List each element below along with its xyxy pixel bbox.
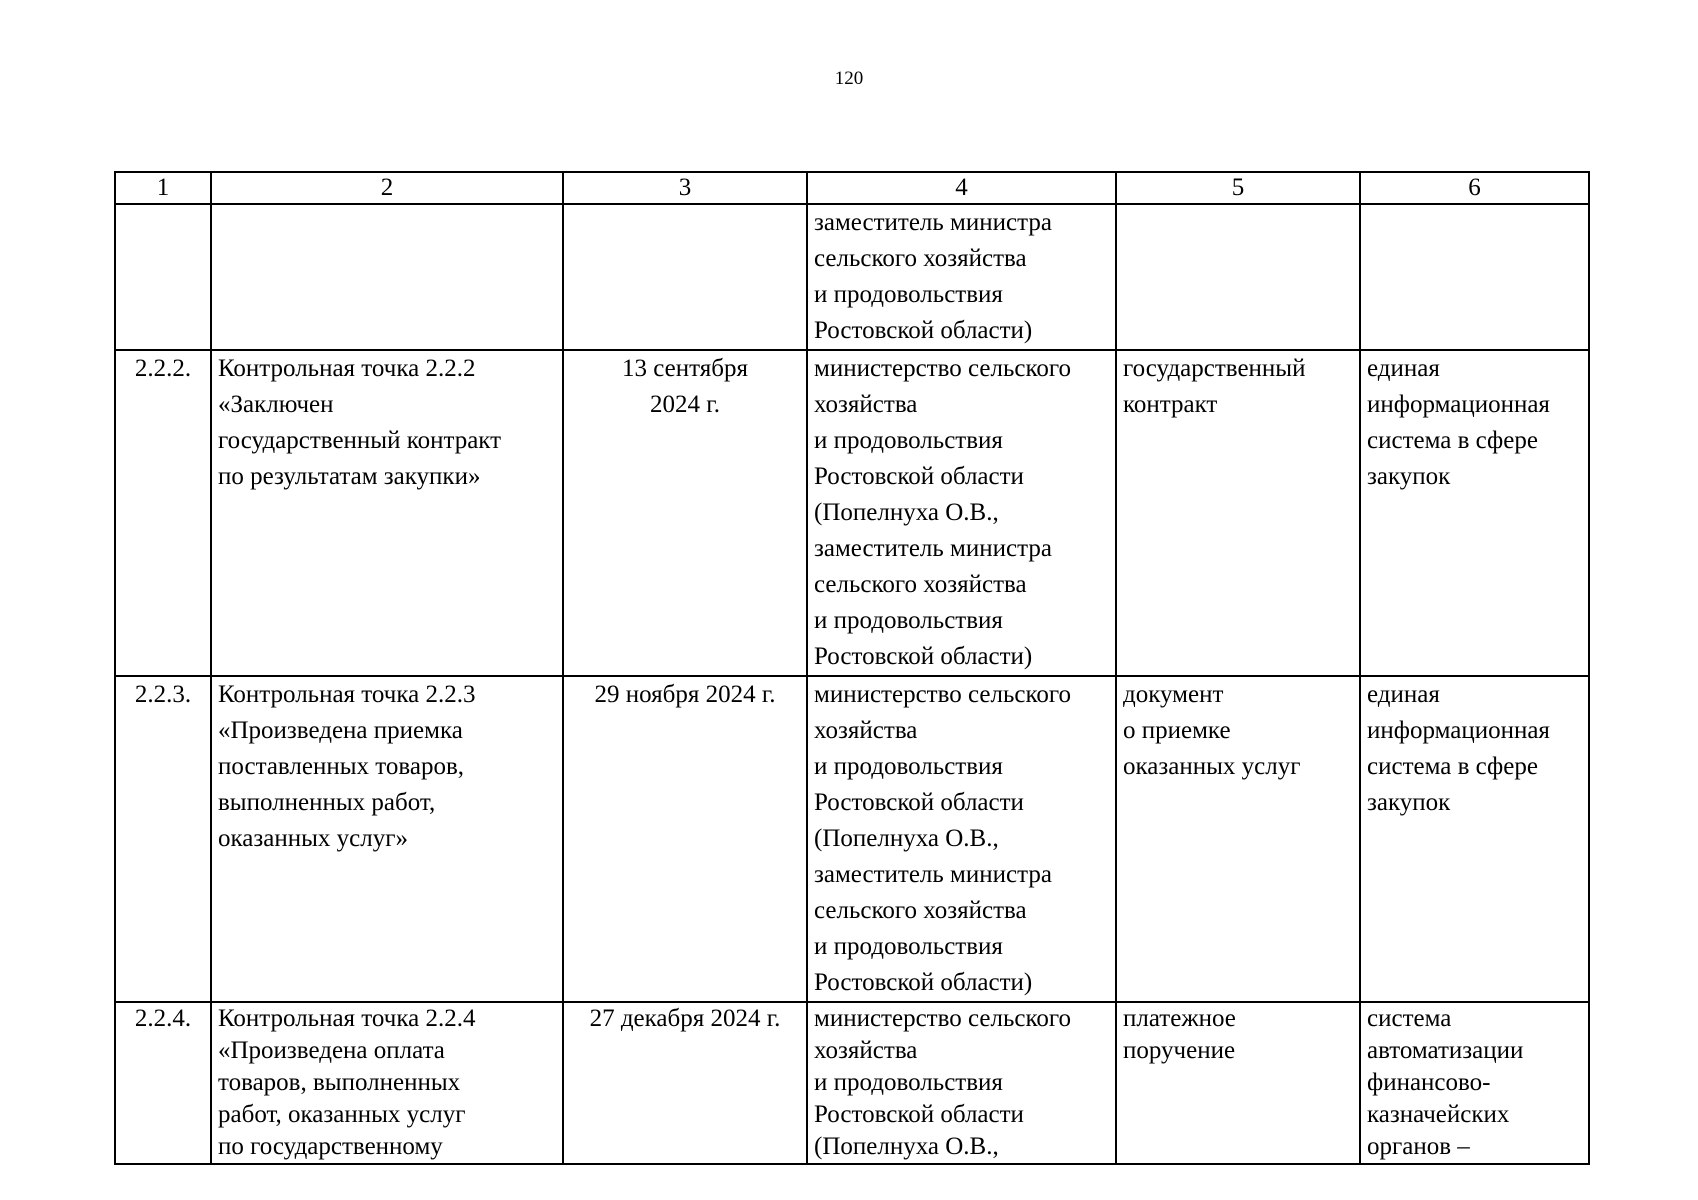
control-point-name-cell: Контрольная точка 2.2.3 «Произведена приемка поставленных товаров, выполненных работ, оказанных услуг» (211, 676, 563, 1002)
row-number-cell: 2.2.4. (115, 1002, 211, 1164)
column-header: 5 (1116, 172, 1360, 204)
table-row (115, 1002, 1589, 1164)
column-header: 1 (115, 172, 211, 204)
document-cell: документ о приемке оказанных услуг (1116, 676, 1360, 1002)
table-header-row (115, 172, 1589, 204)
table-row (115, 676, 1589, 1002)
page-number: 120 (834, 68, 864, 89)
responsible-cell: заместитель министра сельского хозяйства и продовольствия Ростовской области) (807, 204, 1116, 350)
control-points-table (114, 171, 1590, 1165)
information-system-cell: единая информационная система в сфере закупок (1360, 350, 1589, 676)
column-header: 6 (1360, 172, 1589, 204)
control-point-name-cell (211, 204, 563, 350)
responsible-cell: министерство сельского хозяйства и продовольствия Ростовской области (Попелнуха О.В., заместитель министра сельского хозяйства и продовольствия Ростовской области) (807, 676, 1116, 1002)
date-cell: 13 сентября 2024 г. (563, 350, 807, 676)
column-header: 4 (807, 172, 1116, 204)
date-cell: 29 ноября 2024 г. (563, 676, 807, 1002)
row-number-cell: 2.2.2. (115, 350, 211, 676)
document-cell: государственный контракт (1116, 350, 1360, 676)
document-cell (1116, 204, 1360, 350)
date-cell (563, 204, 807, 350)
table-row (115, 204, 1589, 350)
information-system-cell: единая информационная система в сфере закупок (1360, 676, 1589, 1002)
date-cell: 27 декабря 2024 г. (563, 1002, 807, 1164)
control-point-name-cell: Контрольная точка 2.2.2 «Заключен государственный контракт по результатам закупки» (211, 350, 563, 676)
column-header: 3 (563, 172, 807, 204)
information-system-cell (1360, 204, 1589, 350)
information-system-cell: система автоматизации финансово- казначейских органов – (1360, 1002, 1589, 1164)
responsible-cell: министерство сельского хозяйства и продовольствия Ростовской области (Попелнуха О.В., (807, 1002, 1116, 1164)
row-number-cell: 2.2.3. (115, 676, 211, 1002)
control-point-name-cell: Контрольная точка 2.2.4 «Произведена оплата товаров, выполненных работ, оказанных услуг по государственному (211, 1002, 563, 1164)
document-cell: платежное поручение (1116, 1002, 1360, 1164)
column-header: 2 (211, 172, 563, 204)
responsible-cell: министерство сельского хозяйства и продовольствия Ростовской области (Попелнуха О.В., заместитель министра сельского хозяйства и продовольствия Ростовской области) (807, 350, 1116, 676)
table-row (115, 350, 1589, 676)
row-number-cell (115, 204, 211, 350)
